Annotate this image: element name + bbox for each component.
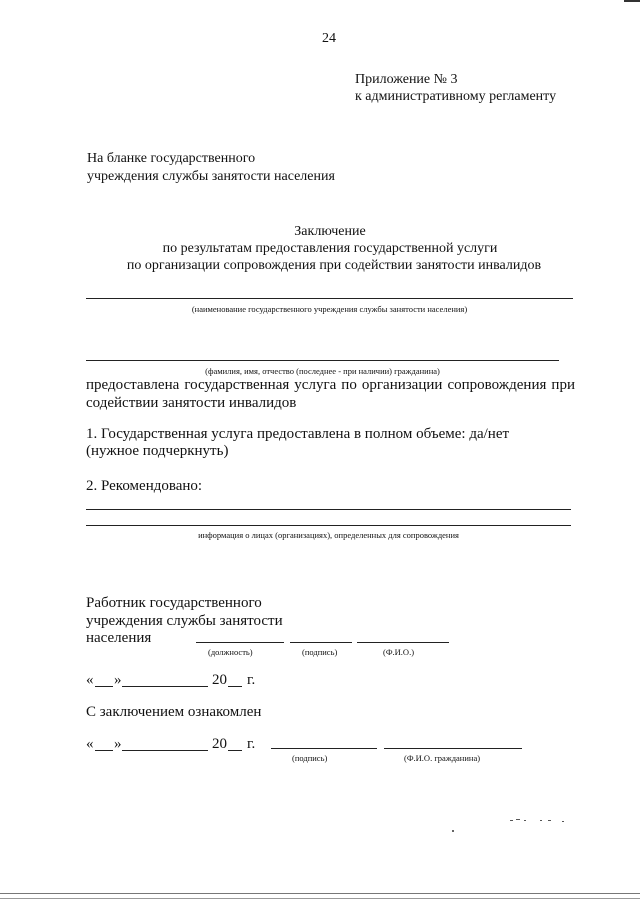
date-1-day-line <box>95 686 113 687</box>
service-text-line-2: содействии занятости инвалидов <box>86 395 297 411</box>
scan-artifact-dot <box>452 830 454 832</box>
worker-line-3: населения <box>86 630 152 646</box>
date-2-year-line <box>228 750 242 751</box>
acquainted-signature-line <box>271 748 377 749</box>
worker-position-line <box>196 642 284 643</box>
date-1-quote-open: « <box>86 672 94 688</box>
date-2-year-prefix: 20 <box>212 736 227 752</box>
date-2-month-line <box>122 750 208 751</box>
letterhead-line-2: учреждения службы занятости населения <box>87 169 335 184</box>
institution-caption: (наименование государственного учреждения службы занятости населения) <box>191 304 468 314</box>
recommendation-caption: информация о лицах (организациях), определенных для сопровождения <box>198 530 459 540</box>
appendix-subtitle: к административному регламенту <box>355 89 557 104</box>
worker-name-caption: (Ф.И.О.) <box>383 647 415 657</box>
date-2-day-line <box>95 750 113 751</box>
date-2-quote-open: « <box>86 736 94 752</box>
date-1-year-suffix: г. <box>247 672 256 688</box>
item-1-text: 1. Государственная услуга предоставлена в полном объеме: да/нет <box>86 426 510 442</box>
date-1-month-line <box>122 686 208 687</box>
citizen-caption: (фамилия, имя, отчество (последнее - при наличии) гражданина) <box>205 366 440 376</box>
worker-signature-caption: (подпись) <box>302 647 338 657</box>
item-1-note: (нужное подчеркнуть) <box>86 443 229 459</box>
worker-signature-line <box>290 642 352 643</box>
scan-edge-top-right <box>624 0 640 2</box>
document-title-line-3: по организации сопровождения при содействии занятости инвалидов <box>126 258 542 273</box>
worker-position-caption: (должность) <box>208 647 253 657</box>
acquainted-signature-caption: (подпись) <box>292 753 328 763</box>
acquainted-name-line <box>384 748 522 749</box>
document-title-line-2: по результатам предоставления государственной услуги <box>162 241 498 256</box>
worker-line-2: учреждения службы занятости <box>86 613 283 629</box>
institution-fill-line <box>86 298 573 299</box>
scan-edge-bottom-2 <box>0 898 640 899</box>
acquainted-name-caption: (Ф.И.О. гражданина) <box>404 753 481 763</box>
date-1-quote-close: » <box>114 672 122 688</box>
date-1-year-line <box>228 686 242 687</box>
date-1-year-prefix: 20 <box>212 672 227 688</box>
worker-line-1: Работник государственного <box>86 595 262 611</box>
date-2-year-suffix: г. <box>247 736 256 752</box>
date-2-quote-close: » <box>114 736 122 752</box>
document-title: Заключение <box>294 224 366 239</box>
recommendation-fill-line-2 <box>86 525 571 526</box>
scan-artifact-marks <box>510 818 570 824</box>
letterhead-line-1: На бланке государственного <box>87 151 256 166</box>
service-text-line-1: предоставлена государственная услуга по организации сопровождения при <box>86 377 575 393</box>
item-2-label: 2. Рекомендовано: <box>86 478 203 494</box>
scan-edge-bottom <box>0 893 640 894</box>
page-number: 24 <box>322 31 336 46</box>
citizen-fill-line <box>86 360 559 361</box>
recommendation-fill-line-1 <box>86 509 571 510</box>
acquainted-label: С заключением ознакомлен <box>86 704 262 720</box>
appendix-title: Приложение № 3 <box>355 72 458 87</box>
worker-name-line <box>357 642 449 643</box>
